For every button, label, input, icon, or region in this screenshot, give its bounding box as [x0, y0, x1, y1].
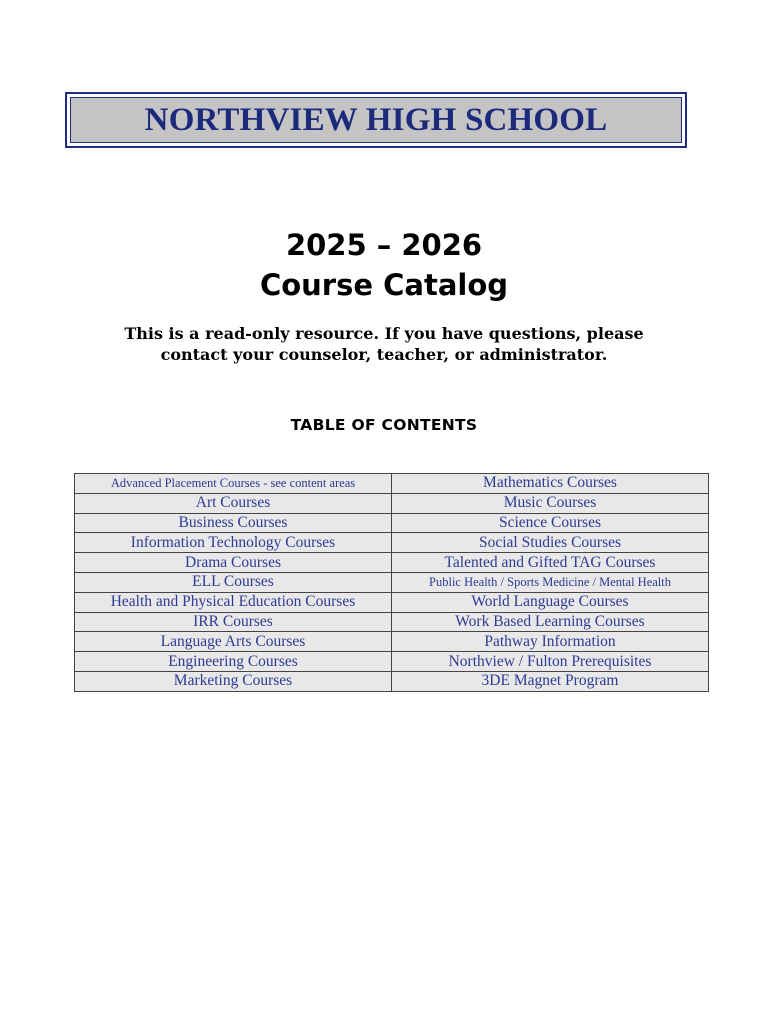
toc-heading: TABLE OF CONTENTS — [290, 416, 478, 434]
toc-link-pathway-information[interactable]: Pathway Information — [392, 632, 709, 652]
catalog-years: 2025 – 2026 — [285, 228, 483, 262]
toc-link-prerequisites[interactable]: Northview / Fulton Prerequisites — [392, 652, 709, 672]
toc-link-information-technology[interactable]: Information Technology Courses — [75, 533, 392, 553]
notice-line-2: contact your counselor, teacher, or administrator. — [160, 345, 608, 364]
toc-link-marketing[interactable]: Marketing Courses — [75, 671, 392, 691]
toc-link-3de-magnet[interactable]: 3DE Magnet Program — [392, 671, 709, 691]
toc-row — [75, 553, 709, 573]
toc-link-drama[interactable]: Drama Courses — [75, 553, 392, 573]
catalog-title: Course Catalog — [259, 268, 509, 302]
toc-link-mathematics[interactable]: Mathematics Courses — [392, 474, 709, 494]
notice-line-1: This is a read-only resource. If you have questions, please — [124, 324, 644, 343]
toc-row — [75, 612, 709, 632]
toc-link-social-studies[interactable]: Social Studies Courses — [392, 533, 709, 553]
toc-link-work-based-learning[interactable]: Work Based Learning Courses — [392, 612, 709, 632]
toc-link-public-health[interactable]: Public Health / Sports Medicine / Mental Health — [392, 572, 709, 592]
toc-link-advanced-placement[interactable]: Advanced Placement Courses - see content areas — [75, 474, 392, 494]
toc-link-science[interactable]: Science Courses — [392, 513, 709, 533]
read-only-notice — [0, 323, 768, 365]
school-name: NORTHVIEW HIGH SCHOOL — [144, 101, 608, 138]
toc-row — [75, 474, 709, 494]
toc-link-engineering[interactable]: Engineering Courses — [75, 652, 392, 672]
school-banner — [65, 92, 687, 148]
toc-row — [75, 493, 709, 513]
toc-link-irr[interactable]: IRR Courses — [75, 612, 392, 632]
toc-link-language-arts[interactable]: Language Arts Courses — [75, 632, 392, 652]
toc-row — [75, 632, 709, 652]
school-banner-inner — [70, 97, 682, 143]
toc-link-music[interactable]: Music Courses — [392, 493, 709, 513]
toc-row — [75, 671, 709, 691]
toc-link-talented-gifted[interactable]: Talented and Gifted TAG Courses — [392, 553, 709, 573]
toc-row — [75, 592, 709, 612]
toc-row — [75, 572, 709, 592]
toc-link-world-language[interactable]: World Language Courses — [392, 592, 709, 612]
toc-row — [75, 533, 709, 553]
toc-table — [74, 473, 709, 692]
toc-link-business[interactable]: Business Courses — [75, 513, 392, 533]
toc-row — [75, 652, 709, 672]
toc-link-ell[interactable]: ELL Courses — [75, 572, 392, 592]
toc-row — [75, 513, 709, 533]
toc-link-art[interactable]: Art Courses — [75, 493, 392, 513]
toc-link-health-pe[interactable]: Health and Physical Education Courses — [75, 592, 392, 612]
